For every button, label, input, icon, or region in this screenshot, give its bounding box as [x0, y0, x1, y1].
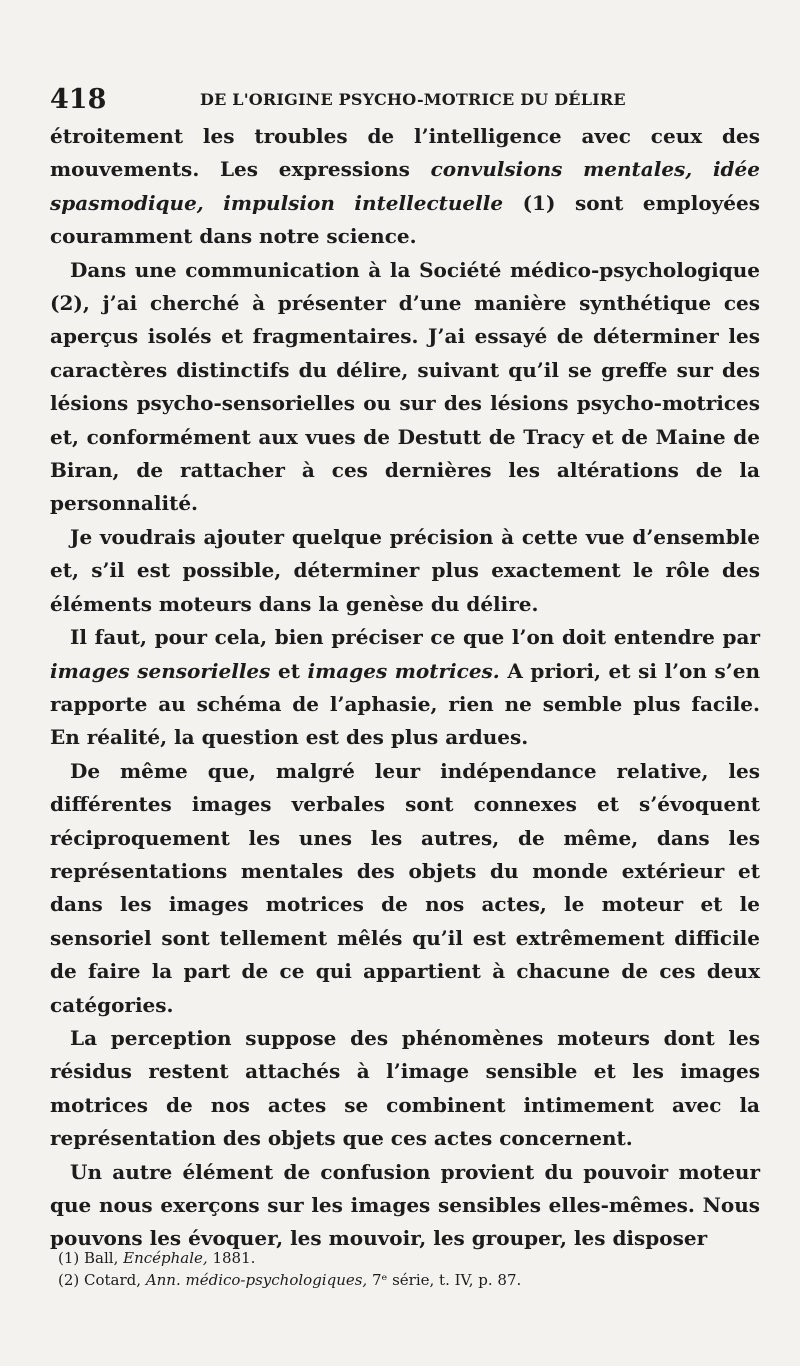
paragraph-4-italic-b: images sensorielles — [50, 658, 271, 683]
paragraph-4-text-c: et — [270, 658, 308, 683]
paragraph-3: Je voudrais ajouter quelque précision à cette vue d’ensemble et, s’il est possible, déterminer plus exactement le rôle des éléments moteurs dans la genèse du délire. — [50, 524, 760, 616]
paragraph-4-text-e: A priori, et si l’on s’en rapporte au schéma de l’aphasie, rien ne semble plus facile. En réalité, la question est des plus ardues. — [50, 658, 760, 750]
footnotes — [58, 1247, 758, 1291]
paragraph-5: De même que, malgré leur indépendance relative, les différentes images verbales sont connexes et s’évoquent réciproquement les unes les autres, de même, dans les représentations mentales des objets du monde extérieur et dans les images motrices de nos actes, le moteur et le sensoriel sont tellement mêlés qu’il est extrêmement difficile de faire la part de ce qui appartient à chacune de ces deux catégories. — [50, 758, 760, 1017]
footnote-1-text-a: (1) Ball, — [58, 1249, 124, 1267]
paragraph-7: Un autre élément de confusion provient du pouvoir moteur que nous exerçons sur les images sensibles elles-mêmes. Nous pouvons les évoquer, les mouvoir, les grouper, les disposer — [50, 1159, 760, 1251]
paragraph-6: La perception suppose des phénomènes moteurs dont les résidus restent attachés à l’image sensible et les images motrices de nos actes se combinent intimement avec la représentation des objets que ces actes concernent. — [50, 1025, 760, 1151]
footnote-1 — [58, 1247, 758, 1269]
footnote-2-italic: Ann. médico-psychologiques, — [145, 1271, 368, 1289]
page-number: 418 — [50, 84, 107, 115]
footnote-1-italic: Encéphale, — [123, 1249, 208, 1267]
paragraph-1-italic: convulsions mentales, idée spasmodique, impulsion intellectuelle — [50, 157, 760, 215]
running-title: DE L'ORIGINE PSYCHO-MOTRICE DU DÉLIRE — [200, 90, 626, 109]
footnote-2-text-a: (2) Cotard, — [58, 1271, 146, 1289]
paragraph-1-text-a: étroitement les troubles de l’intelligence avec ceux des mouvements. Les expressions — [50, 124, 760, 182]
paragraph-1-text-c: (1) sont employées couramment dans notre science. — [50, 190, 760, 249]
paragraph-4-text-a: Il faut, pour cela, bien préciser ce que l’on doit entendre par — [70, 625, 760, 650]
paragraph-4-italic-d: images motrices. — [307, 658, 500, 683]
footnote-2 — [58, 1269, 758, 1291]
paragraph-4 — [50, 621, 760, 755]
paragraph-1 — [50, 120, 760, 254]
footnote-2-text-c: 7ᵉ série, t. IV, p. 87. — [367, 1271, 522, 1289]
paragraph-2: Dans une communication à la Société médico-psychologique (2), j’ai cherché à présenter d’une manière synthétique ces aperçus isolés et fragmentaires. J’ai essayé de déterminer les caractères distinctifs du délire, suivant qu’il se greffe sur des lésions psycho-sensorielles ou sur des lésions psycho-motrices et, conformément aux vues de Destutt de Tracy et de Maine de Biran, de rattacher à ces dernières les altérations de la personnalité. — [50, 257, 760, 516]
body-text — [50, 120, 760, 1256]
footnote-1-text-c: 1881. — [207, 1249, 256, 1267]
page-header — [50, 80, 750, 120]
